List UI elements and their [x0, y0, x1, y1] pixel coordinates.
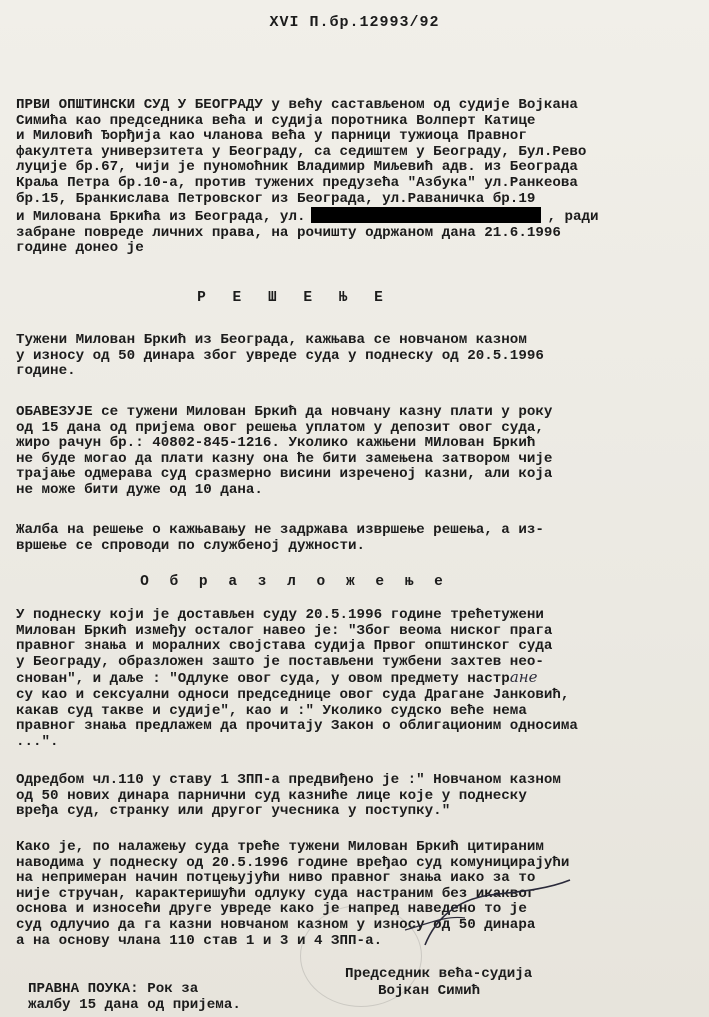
heading-obrazlozenje: О б р а з л о ж е њ е — [140, 574, 449, 590]
text-line: наводима у поднеску од 20.5.1996 године вређао суд комуницирајући — [16, 854, 570, 871]
judge-title: Председник већа-судија — [345, 966, 533, 982]
text-line: а на основу члана 110 став 1 и 3 и 4 ЗПП-а. — [16, 932, 383, 949]
intro-line: и Миловић Ђорђија као чланова већа у парници тужиоца Правног — [16, 128, 527, 145]
text-line: у Београду, образложен зашто је постављени тужбени захтев нео- — [16, 653, 544, 670]
intro-line: бр.15, Бранкислава Петровског из Београда, ул.Раваничка бр.19 — [16, 190, 536, 207]
intro-paragraph — [16, 98, 696, 257]
case-number: XVI П.бр.12993/92 — [269, 14, 440, 31]
text-line: жиро рачун бр.: 40802-845-1216. Уколико кажњени МИлован Бркић — [16, 435, 536, 452]
obrazlozenje-paragraph-1 — [16, 608, 696, 750]
text-line: основа и износећи друге увреде како је напред наведено то је — [16, 901, 527, 918]
intro-line: ПРВИ ОПШТИНСКИ СУД У БЕОГРАДУ у већу састављеном од судије Војкана — [16, 97, 578, 113]
text-line: Тужени Милован Бркић из Београда, кажњава се новчаном казном — [16, 332, 527, 348]
intro-line-start: и Милована Бркића из Београда, ул. — [16, 209, 306, 226]
text-line: Жалба на решење о кажњавању не задржава извршење решења, а из- — [16, 522, 544, 538]
text-line: У поднеску који је достављен суду 20.5.1996 године трећетужени — [16, 607, 544, 623]
resenje-paragraph-2 — [16, 405, 696, 499]
signature-scribble — [395, 870, 595, 950]
judge-signature-block — [345, 966, 532, 1000]
text-line: не може бити дуже од 10 дана. — [16, 481, 263, 498]
text-line: правног знања и моралних својстава судија Првог општинског суда — [16, 638, 553, 655]
redaction-bar — [311, 207, 541, 223]
legal-instruction-line: ПРАВНА ПОУКА: Рок за — [28, 981, 199, 997]
text-line: Милован Бркић између осталог навео је: "Због веома ниског прага — [16, 622, 553, 639]
text-line: вређа суд, странку или другог учесника у поступку." — [16, 803, 451, 820]
text-line-start: снован", и даље : "Одлуке овог суда, у овом предмету настр — [16, 671, 510, 688]
text-line: од 50 нових динара парнични суд казниће лице које у поднеску — [16, 787, 527, 804]
text-line: године. — [16, 363, 76, 380]
legal-instruction — [28, 982, 241, 1013]
intro-line: Симића као председника већа и судија поротника Волперт Катице — [16, 112, 536, 129]
text-line: на непримеран начин потцењујући ниво правног знања иако за то — [16, 870, 536, 887]
text-line: вршење се спроводи по службеној дужности. — [16, 537, 366, 554]
text-line: не буде могао да плати казну она ће бити замењена затвором чије — [16, 450, 553, 467]
intro-line: луције бр.67, чији је пуномоћник Владимир Миљевић адв. из Београда — [16, 159, 578, 176]
text-line: од 15 дана од пријема овог решења уплатом у депозит овог суда, — [16, 419, 544, 436]
intro-line-redacted — [16, 207, 696, 226]
intro-line-tail: , ради — [547, 209, 599, 226]
text-line: ОБАВЕЗУЈЕ се тужени Милован Бркић да новчану казну плати у року — [16, 404, 553, 420]
legal-instruction-line: жалбу 15 дана од пријема. — [28, 996, 241, 1013]
text-line: суд одлучио да га казни новчаном казном у износу од 50 динара — [16, 916, 536, 933]
text-line-with-handwriting — [16, 670, 696, 688]
obrazlozenje-paragraph-2 — [16, 773, 696, 820]
intro-line: факултета универзитета у Београду, са седиштем у Београду, Бул.Рево — [16, 143, 587, 160]
handwritten-insert: ане — [509, 668, 538, 687]
intro-line: Краља Петра бр.10-а, против тужених предузећа "Азбука" ул.Ранкеова — [16, 174, 578, 191]
text-line: трајање одмерава суд сразмерно висини изреченој казни, али која — [16, 466, 553, 483]
text-line: правног знања предлажем да прочитају Закон о облигационим односима — [16, 718, 578, 735]
text-line: какав суд такве и судије", као и :" Уколико судско веће нема — [16, 702, 527, 719]
intro-line: године донео је — [16, 240, 144, 257]
text-line: Како је, по налажењу суда треће тужени Милован Бркић цитираним — [16, 839, 544, 855]
text-line: Одредбом чл.110 у ставу 1 ЗПП-а предвиђено је :" Новчаном казном — [16, 772, 561, 788]
text-line: није стручан, карактеришући одлуку суда настраним без икаквог — [16, 885, 536, 902]
text-line: су као и сексуални односи председнице овог суда Драгане Јанковић, — [16, 686, 570, 703]
judge-name: Војкан Симић — [378, 983, 481, 999]
text-line: у износу од 50 динара због увреде суда у поднеску од 20.5.1996 — [16, 347, 544, 364]
text-line: ...". — [16, 733, 59, 750]
heading-resenje: Р Е Ш Е Њ Е — [197, 290, 392, 306]
intro-line: забране повреде личних права, на рочишту одржаном дана 21.6.1996 — [16, 224, 561, 241]
resenje-paragraph-1 — [16, 333, 696, 380]
resenje-paragraph-3 — [16, 523, 696, 554]
